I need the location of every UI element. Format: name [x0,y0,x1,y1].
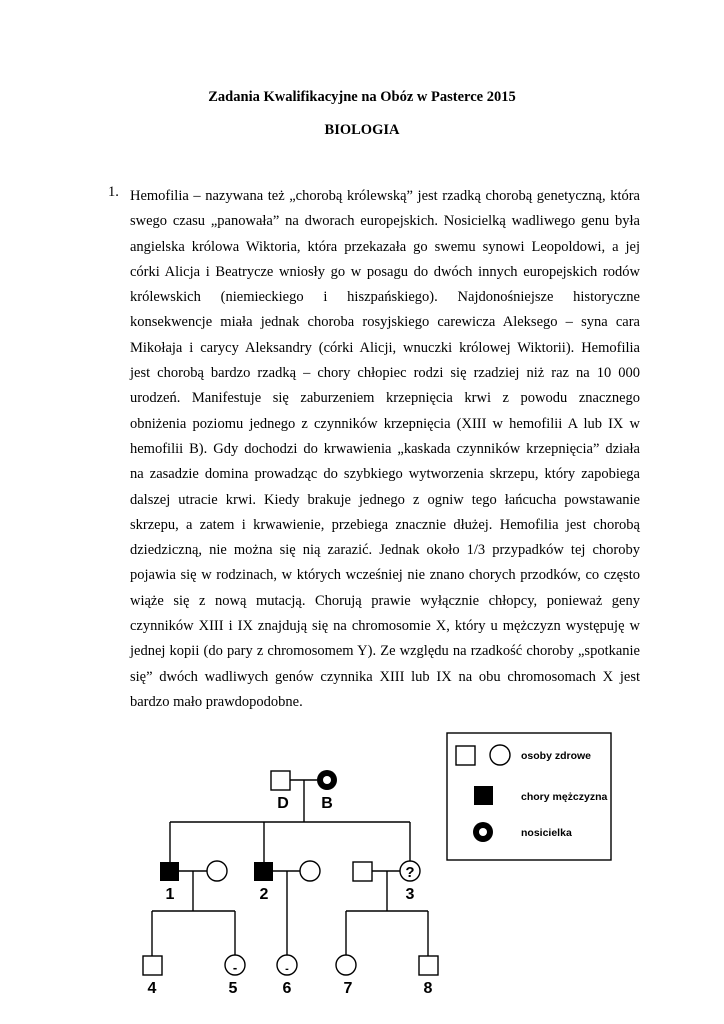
label-7: 7 [343,980,353,997]
text-line: dziedziczną, nie można się nią zarazić. Jednak około 1/3 przypadków tej choroby [130,542,640,559]
legend-male-icon [456,746,475,765]
text-line: bardzo mało prawdopodobne. [130,693,303,710]
text-line: swego czasu „panowała” na dworach europejskich. Nosicielką wadliwego genu była [130,213,640,230]
legend [447,733,611,860]
text-line: na zasadzie domina prowadząc do szybkiego wytworzenia skrzepu, który zapobiega [130,466,640,483]
label-8: 8 [423,980,433,997]
label-6: 6 [282,980,292,997]
label-mother: B [321,795,333,812]
legend-carrier-label: nosicielka [521,827,572,839]
label-3: 3 [405,886,415,903]
text-line: jest chorobą bardzo rzadką – chory chłopiec rodzi się rzadziej niż raz na 10 000 [130,365,640,382]
text-line: obniżenia poziomu jednego z czynników krzepnięcia (XIII w hemofilii A lub IX w [130,415,640,432]
text-line: dalszej utracie krwi. Kiedy brakuje jednego z ogniw tego łańcucha powstawanie [130,491,640,508]
label-1: 1 [165,886,175,903]
male-healthy-symbol [353,862,372,881]
legend-female-icon [490,745,510,765]
text-line: konsekwencje miała jednak choroba rosyjskiego carewicza Aleksego – syna cara [130,314,640,331]
text-line: córki Alicja i Beatrycze wniosły go w posagu do dwóch innych europejskich rodów [130,263,640,280]
legend-affected-label: chory mężczyzna [521,791,608,803]
legend-healthy-label: osoby zdrowe [521,750,592,762]
text-line: czynników XIII i IX znajdują się na chromosomie X, który u mężczyzn występuję w [130,618,640,635]
page-title: Zadania Kwalifikacyjne na Obóz w Pasterce 2015 [208,89,516,105]
text-line: się” dwóch wadliwych genów czynnika XIII lub IX na obu chromosomach X jest [130,668,640,685]
dash-mark: - [285,963,289,975]
female-healthy-symbol [207,861,227,881]
male-healthy-symbol [143,956,162,975]
text-line: królewskich (niemieckiego i hiszpańskiego). Najdonośniejsze historyczne [130,289,640,306]
label-2: 2 [259,886,269,903]
text-line: hemofilii B). Gdy dochodzi do krwawienia „kaskada czynników krzepnięcia” działa [130,440,640,457]
text-line: pojawia się w rodzinach, w których wcześniej nie znano chorych przodków, co często [130,567,640,584]
label-4: 4 [147,980,157,997]
text-line: angielska królowa Wiktoria, która przekazała go swemu synowi Leopoldowi, a jej [130,238,640,255]
unknown-mark: ? [405,864,415,881]
male-healthy-symbol [271,771,290,790]
male-affected-symbol [160,862,179,881]
text-line: Mikołaja i carycy Aleksandry (córki Alicji, wnuczki królowej Wiktorii). Hemofilia [130,339,640,356]
male-affected-symbol [254,862,273,881]
legend-affected-male-icon [474,786,493,805]
text-line: Hemofilia – nazywana też „chorobą królewską” jest rzadką chorobą genetyczną, która [130,188,640,204]
male-healthy-symbol [419,956,438,975]
subject-heading: BIOLOGIA [324,122,400,138]
dash-mark: - [232,960,238,975]
text-line: urodzeń. Manifestuje się zaburzeniem krzepnięcia krwi z powodu znacznego [130,390,640,407]
question-number: 1. [108,184,119,200]
text-line: skrzepu, a zatem i krwawienie, przebiega znacznie dłużej. Hemofilia jest chorobą [130,516,640,533]
label-father: D [277,795,289,812]
text-line: wiąże się z nową mutacją. Chorują prawie wyłącznie chłopcy, ponieważ geny [130,592,640,609]
female-healthy-symbol [300,861,320,881]
female-healthy-symbol [336,955,356,975]
label-5: 5 [228,980,238,997]
text-line: jednej kopii (do pary z chromosomem Y). Ze względu na rzadkość choroby „spotkanie [130,643,640,660]
